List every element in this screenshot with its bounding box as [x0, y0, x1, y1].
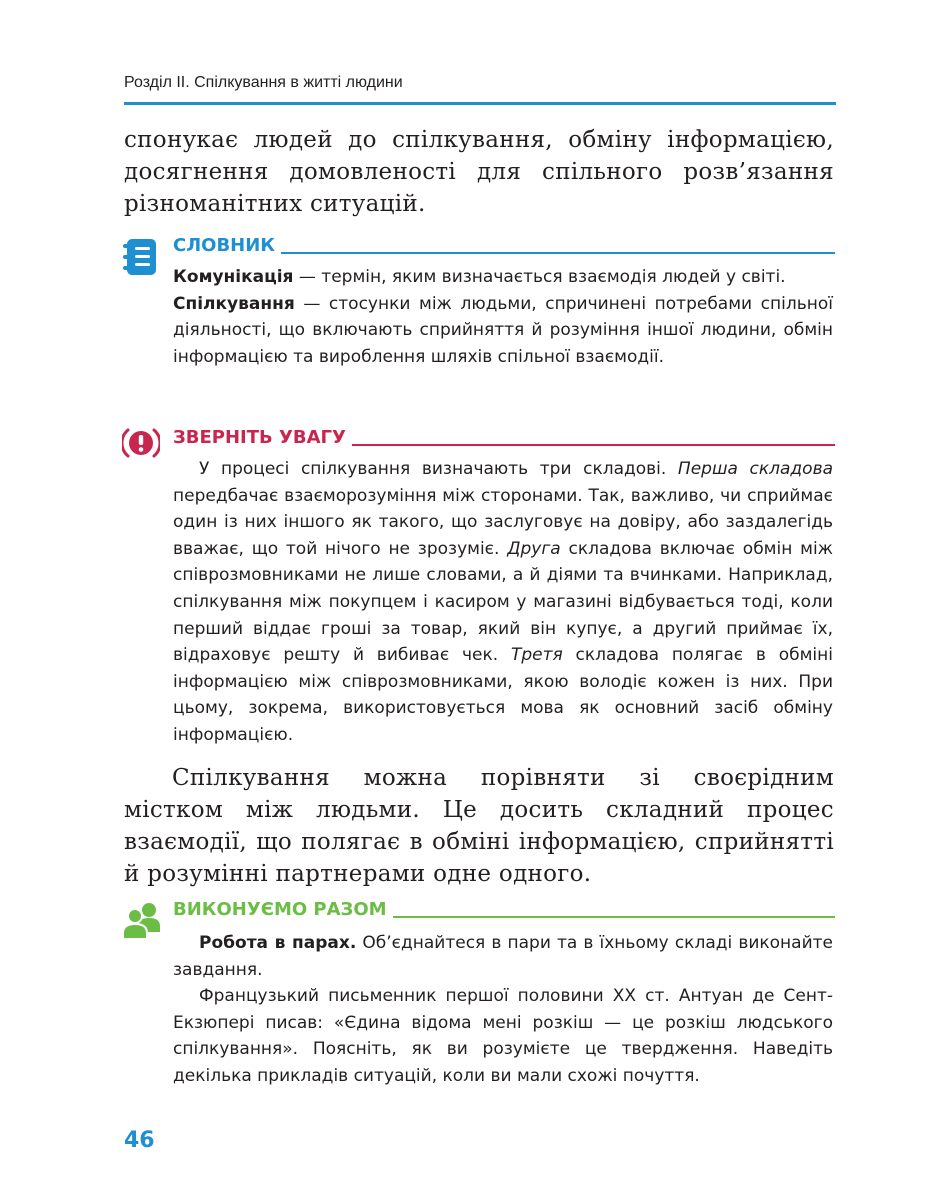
attention-text: складова включає обмін між співрозмовниками не лише словами, а й діями та вчинками. Наприклад, спілкування між покупцем і касиром у магазині відбувається тоді, коли перший віддає гроші за товар, який він купує, а другий приймає їх, відраховує решту й вибиває чек.	[173, 538, 833, 666]
glossary-body	[173, 264, 833, 370]
task-label: Робота в парах.	[199, 933, 357, 953]
header-title: Розділ ІІ. Спілкування в житті людини	[124, 74, 403, 91]
attention-text: У процесі спілкування визначають три складові.	[199, 459, 678, 479]
together-title: ВИКОНУЄМО РАЗОМ	[173, 899, 387, 920]
attention-text: передбачає взаєморозуміння між сторонами. Так, важливо, чи сприймає один із них іншого як такого, що заслуговує на довіру, або заздалегідь вважає, що той нічого не зрозуміє.	[173, 485, 833, 559]
attention-heading	[173, 426, 835, 448]
glossary-title: СЛОВНИК	[173, 235, 276, 256]
page-number: 46	[124, 1128, 155, 1153]
attention-emphasis: Друга	[507, 538, 561, 559]
quote-paragraph: Французький письменник першої половини ХХ ст. Антуан де Сент-Екзюпері писав: «Єдина відома мені розкіш — це розкіш людського спілкування». Поясніть, як ви розумієте це твердження. Наведіть декілька прикладів ситуацій, коли ви мали схожі почуття.	[173, 986, 833, 1086]
summary-paragraph: Спілкування можна порівняти зі своєрідним містком між людьми. Це досить складний процес взаємодії, що полягає в обміні інформацією, сприйнятті й розумінні партнерами одне одного.	[124, 765, 834, 887]
glossary-definition: — стосунки між людьми, спричинені потребами спільної діяльності, що включають сприйняття й розуміння іншої людини, обмін інформацією та вироблення шляхів спільної взаємодії.	[173, 293, 833, 367]
intro-paragraph: спонукає людей до спілкування, обміну інформацією, досягнення домовленості для спільного розв’язання різноманітних ситуацій.	[124, 127, 834, 217]
together-heading	[173, 898, 835, 920]
together-body	[173, 930, 833, 1090]
together-rule	[393, 916, 835, 918]
glossary-term: Комунікація	[173, 267, 294, 287]
attention-text: складова полягає в обміні інформацією між співрозмовниками, якою володіє кожен із них. При цьому, зокрема, використовується мова як основний засіб обміну інформацією.	[173, 645, 833, 745]
attention-emphasis: Перша складова	[677, 459, 833, 479]
attention-paragraph	[173, 456, 833, 749]
glossary-heading	[173, 234, 835, 256]
glossary-definition: — термін, яким визначається взаємодія людей у світі.	[293, 267, 786, 287]
glossary-entry	[173, 264, 833, 291]
running-header	[124, 72, 836, 105]
task-paragraph	[173, 930, 833, 983]
glossary-entry	[173, 291, 833, 371]
people-icon	[122, 900, 162, 945]
attention-emphasis: Третя	[510, 645, 563, 666]
glossary-term: Спілкування	[173, 293, 295, 314]
notebook-icon	[122, 238, 158, 281]
attention-title: ЗВЕРНІТЬ УВАГУ	[173, 427, 346, 448]
exclamation-icon	[122, 426, 160, 465]
attention-body	[173, 456, 833, 749]
attention-rule	[352, 444, 835, 446]
task-text: Об’єднайтеся в пари та в їхньому складі виконайте завдання.	[173, 933, 833, 980]
glossary-rule	[281, 252, 835, 254]
